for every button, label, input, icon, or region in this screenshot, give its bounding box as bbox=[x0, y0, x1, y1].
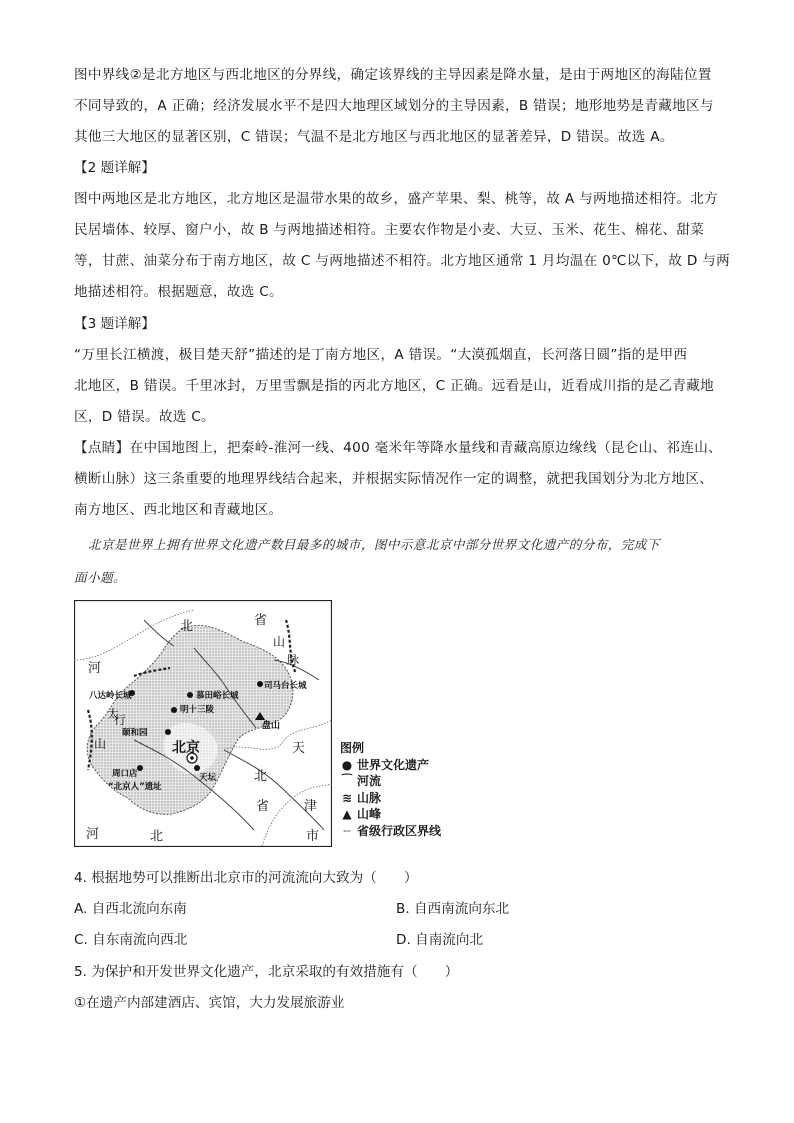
map-svg bbox=[74, 600, 332, 847]
heritage-dot-icon: ● bbox=[341, 757, 353, 772]
boundary-dotted-icon: ┈ bbox=[343, 823, 351, 838]
explanation-3 bbox=[74, 340, 722, 433]
explanation-3-line: 北地区，B 错误。千里冰封，万里雪飘是指的丙北方地区，C 正确。远看是山，近看成川指的是乙青藏地 bbox=[74, 378, 714, 394]
map-label: 省 bbox=[254, 613, 268, 628]
legend-item-river bbox=[340, 773, 480, 790]
heritage-site-dot bbox=[187, 692, 193, 698]
map-label: 河 bbox=[88, 661, 102, 676]
map-label: 北 bbox=[254, 769, 268, 784]
legend-label: 省级行政区界线 bbox=[357, 823, 442, 838]
legend-label: 河流 bbox=[357, 774, 382, 788]
intro-line: 面小题。 bbox=[74, 570, 126, 585]
map-label: 山 bbox=[94, 737, 107, 751]
map-label: 颐和园 bbox=[122, 728, 148, 738]
explanation-2-line: 等，甘蔗、油菜分布于南方地区，故 C 与两地描述不相符。北方地区通常 1 月均温在 0℃以下，故 D 与两 bbox=[74, 253, 731, 269]
map-label: 天坛 bbox=[199, 773, 217, 783]
intro-line: 北京是世界上拥有世界文化遗产数目最多的城市，图中示意北京中部分世界文化遗产的分布，完成下 bbox=[88, 537, 660, 552]
heading-2: 【2 题详解】 bbox=[74, 160, 155, 176]
question-5-item-1: ①在遗产内部建酒店、宾馆，大力发展旅游业 bbox=[74, 995, 345, 1011]
map-label: 八达岭长城 bbox=[89, 691, 132, 701]
legend-item-mountain bbox=[340, 790, 480, 807]
map-label: “北京人”遗址 bbox=[108, 782, 162, 792]
legend-label: 山峰 bbox=[357, 807, 382, 821]
map-label: 市 bbox=[306, 829, 320, 844]
question-4-option-a[interactable]: A. 自西北流向东南 bbox=[74, 901, 187, 917]
heritage-site-dot bbox=[194, 765, 200, 771]
map-label: 慕田峪长城 bbox=[196, 691, 239, 701]
tip-line: 【点睛】在中国地图上，把秦岭-淮河一线、400 毫米年等降水量线和青藏高原边缘线（昆仑山、祁连山、 bbox=[74, 440, 722, 456]
map-label: 北 bbox=[150, 829, 164, 844]
map-label: 明十三陵 bbox=[180, 705, 215, 715]
tip-paragraph bbox=[74, 433, 722, 526]
explanation-2-line: 民居墙体、较厚、窗户小，故 B 与两地描述相符。主要农作物是小麦、大豆、玉米、花生、棉花、甜菜 bbox=[74, 222, 705, 238]
question-5-stem: 5. 为保护和开发世界文化遗产，北京采取的有效措施有（ ） bbox=[74, 964, 459, 980]
map-label: 河 bbox=[86, 827, 100, 842]
legend-item-peak bbox=[340, 806, 480, 823]
heading-3: 【3 题详解】 bbox=[74, 316, 155, 332]
map-label: 司马台长城 bbox=[264, 681, 307, 691]
map-label: 周口店 bbox=[112, 769, 138, 779]
map-label: 省 bbox=[256, 799, 270, 814]
question-4-option-c[interactable]: C. 自东南流向西北 bbox=[74, 932, 188, 948]
map-label: 脉 bbox=[287, 653, 300, 667]
heritage-site-dot bbox=[137, 765, 143, 771]
legend-item-heritage bbox=[340, 757, 480, 774]
legend-label: 世界文化遗产 bbox=[357, 757, 430, 772]
question-4-stem: 4. 根据地势可以推断出北京市的河流流向大致为（ ） bbox=[74, 870, 418, 886]
map-label: 天 bbox=[292, 741, 306, 756]
beijing-map bbox=[74, 600, 332, 847]
map-label: 盘山 bbox=[262, 721, 281, 731]
map-label: 太 bbox=[107, 707, 120, 721]
map-label: 津 bbox=[304, 799, 318, 814]
explanation-2 bbox=[74, 184, 731, 308]
map-label: 北 bbox=[180, 619, 194, 634]
explanation-2-line: 地描述相符。根据题意，故选 C。 bbox=[74, 284, 283, 300]
capital-symbol-center bbox=[190, 756, 194, 760]
map-label-beijing: 北京 bbox=[172, 740, 200, 756]
intro-paragraph bbox=[74, 528, 724, 594]
map-legend bbox=[340, 740, 480, 839]
mountain-range-icon: ≋ bbox=[341, 790, 353, 805]
legend-label: 山脉 bbox=[357, 790, 382, 805]
tip-line: 横断山脉）这三条重要的地理界线结合起来，并根据实际情况作一定的调整，就把我国划分为北方地区、 bbox=[74, 471, 714, 487]
map-label: 山 bbox=[273, 635, 286, 649]
heritage-site-dot bbox=[165, 729, 171, 735]
heritage-site-dot bbox=[257, 681, 263, 687]
explanation-2-line: 图中两地区是北方地区，北方地区是温带水果的故乡，盛产苹果、梨、桃等，故 A 与两地描述相符。北方 bbox=[74, 191, 719, 207]
river-icon: ⁀ bbox=[342, 774, 352, 788]
explanation-1-line: 不同导致的，A 正确；经济发展水平不是四大地理区域划分的主导因素，B 错误；地形地势是青藏地区与 bbox=[74, 98, 714, 114]
question-4-option-d[interactable]: D. 自南流向北 bbox=[396, 932, 484, 948]
tip-line: 南方地区、西北地区和青藏地区。 bbox=[74, 502, 283, 518]
explanation-3-line: 区，D 错误。故选 C。 bbox=[74, 409, 215, 425]
explanation-1 bbox=[74, 60, 722, 153]
peak-triangle-icon: ▲ bbox=[342, 807, 352, 821]
explanation-3-line: “万里长江横渡，极目楚天舒”描述的是丁南方地区，A 错误。“大漠孤烟直，长河落日圆”指的是甲西 bbox=[74, 347, 688, 363]
explanation-1-line: 其他三大地区的显著区别，C 错误；气温不是北方地区与西北地区的显著差异，D 错误。故选 A。 bbox=[74, 129, 674, 145]
map-label: 行 bbox=[114, 713, 127, 727]
legend-title: 图例 bbox=[340, 741, 365, 755]
heritage-site-dot bbox=[171, 707, 177, 713]
question-4-option-b[interactable]: B. 自西南流向东北 bbox=[396, 901, 510, 917]
legend-item-boundary bbox=[340, 823, 480, 840]
explanation-1-line: 图中界线②是北方地区与西北地区的分界线，确定该界线的主导因素是降水量，是由于两地区的海陆位置 bbox=[74, 67, 712, 83]
